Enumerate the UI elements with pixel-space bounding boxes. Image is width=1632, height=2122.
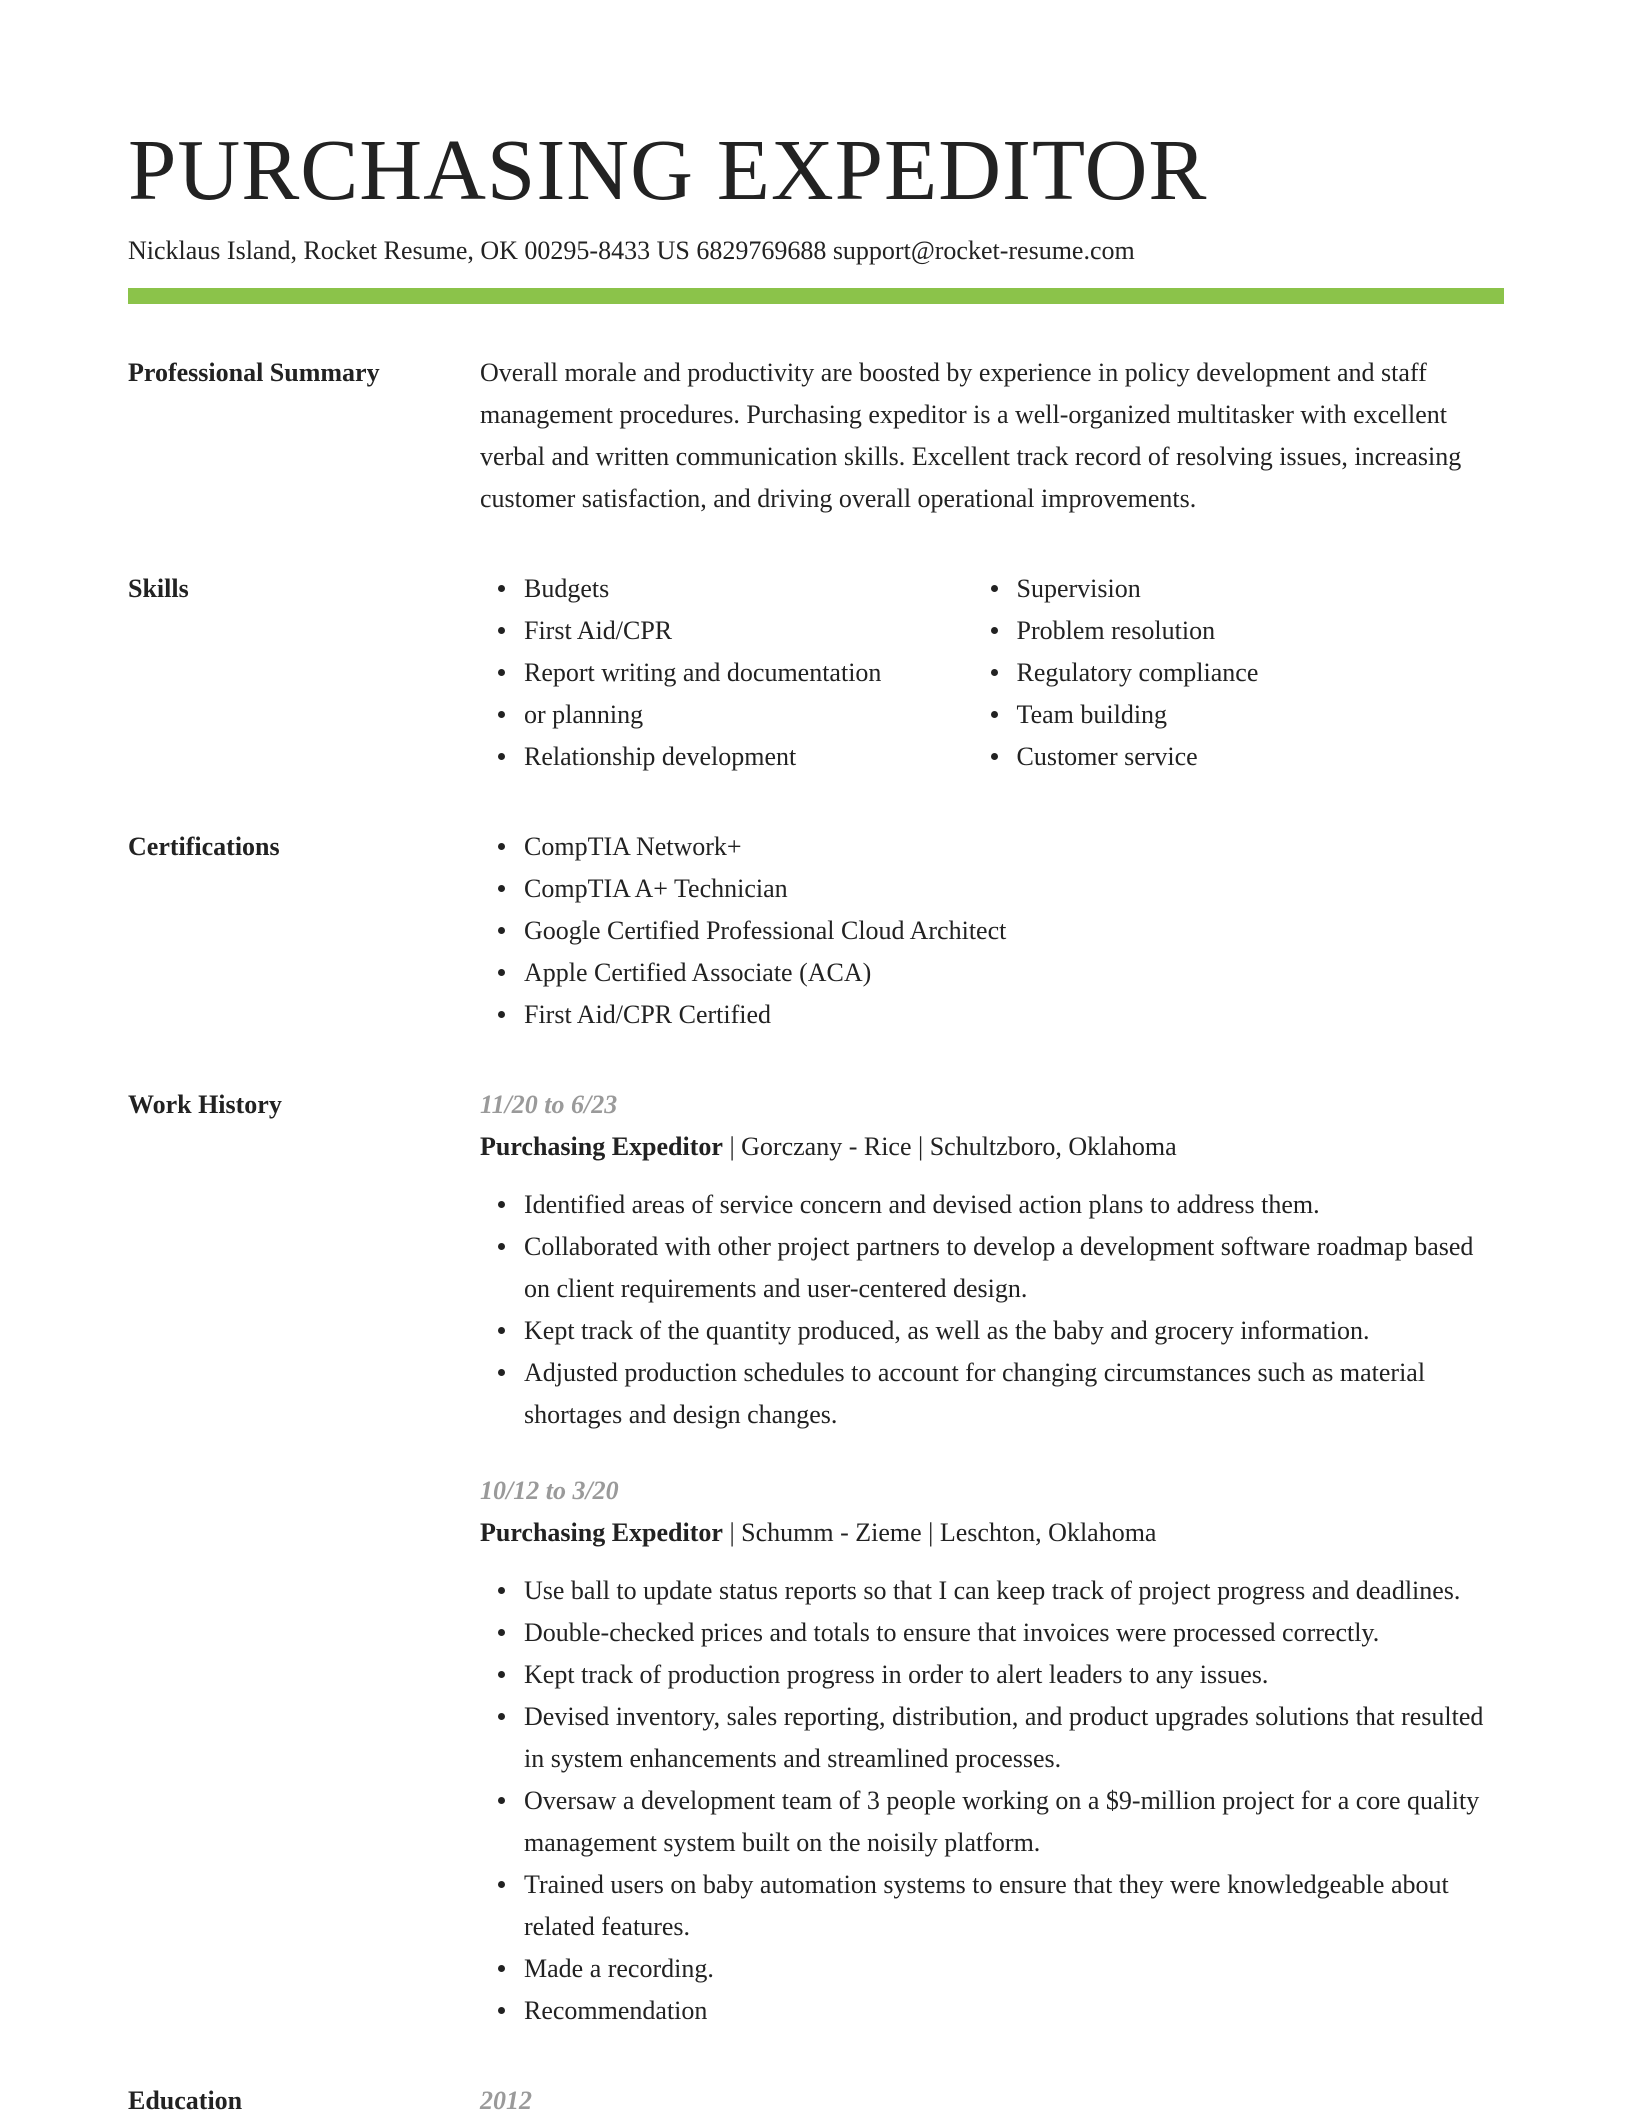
job-bullet: Identified areas of service concern and devised action plans to address them. [524, 1184, 1504, 1226]
job-bullet: Oversaw a development team of 3 people working on a $9-million project for a core quality management system built on the noisily platform. [524, 1780, 1504, 1864]
skills-list-right [973, 568, 1505, 778]
skill-item: Report writing and documentation [524, 652, 973, 694]
skill-item: or planning [524, 694, 973, 736]
job-bullet: Kept track of the quantity produced, as well as the baby and grocery information. [524, 1310, 1504, 1352]
skills-list-left [480, 568, 973, 778]
job-entry [480, 1084, 1504, 1436]
skills-label: Skills [128, 574, 189, 603]
job-details: | Gorczany - Rice | Schultzboro, Oklahoma [722, 1132, 1177, 1161]
job-bullet: Trained users on baby automation systems to ensure that they were knowledgeable about related features. [524, 1864, 1504, 1948]
candidate-name: PURCHASING EXPEDITOR [128, 121, 1208, 218]
job-bullet: Devised inventory, sales reporting, distribution, and product upgrades solutions that resulted in system enhancements and streamlined processes. [524, 1696, 1504, 1780]
certifications-section [128, 826, 1504, 1036]
job-heading [480, 1126, 1504, 1168]
skill-item: Team building [1017, 694, 1505, 736]
job-bullet: Double-checked prices and totals to ensure that invoices were processed correctly. [524, 1612, 1504, 1654]
job-dates: 10/12 to 3/20 [480, 1476, 619, 1505]
job-heading [480, 1512, 1504, 1554]
job-bullet: Collaborated with other project partners to develop a development software roadmap based on client requirements and user-centered design. [524, 1226, 1504, 1310]
skill-item: Relationship development [524, 736, 973, 778]
summary-text: Overall morale and productivity are boosted by experience in policy development and staff management procedures. Purchasing expeditor is a well-organized multitasker with excellent verbal and written communication skills. Excellent track record of resolving issues, increasing customer satisfaction, and driving overall operational improvements. [480, 358, 1462, 513]
job-bullet: Made a recording. [524, 1948, 1504, 1990]
skill-item: Supervision [1017, 568, 1505, 610]
education-section [128, 2080, 1504, 2122]
job-bullet: Adjusted production schedules to account for changing circumstances such as material shortages and design changes. [524, 1352, 1504, 1436]
certification-item: First Aid/CPR Certified [524, 994, 1504, 1036]
job-bullet: Recommendation [524, 1990, 1504, 2032]
summary-section [128, 352, 1504, 520]
job-entry [480, 1470, 1504, 2032]
certification-item: Google Certified Professional Cloud Architect [524, 910, 1504, 952]
job-title: Purchasing Expeditor [480, 1132, 723, 1161]
header-divider [128, 288, 1504, 304]
certification-item: Apple Certified Associate (ACA) [524, 952, 1504, 994]
skills-section [128, 568, 1504, 778]
job-bullets [480, 1570, 1504, 2032]
skill-item: Budgets [524, 568, 973, 610]
job-bullets [480, 1184, 1504, 1436]
certifications-list [480, 826, 1504, 1036]
certifications-label: Certifications [128, 832, 280, 861]
skill-item: Regulatory compliance [1017, 652, 1505, 694]
summary-label: Professional Summary [128, 358, 380, 387]
education-label: Education [128, 2086, 243, 2115]
job-bullet: Kept track of production progress in order to alert leaders to any issues. [524, 1654, 1504, 1696]
work-history-label: Work History [128, 1090, 282, 1119]
job-dates: 11/20 to 6/23 [480, 1090, 618, 1119]
skill-item: Problem resolution [1017, 610, 1505, 652]
job-title: Purchasing Expeditor [480, 1518, 723, 1547]
certification-item: CompTIA A+ Technician [524, 868, 1504, 910]
skill-item: First Aid/CPR [524, 610, 973, 652]
job-details: | Schumm - Zieme | Leschton, Oklahoma [722, 1518, 1157, 1547]
education-year: 2012 [480, 2086, 532, 2115]
contact-line: Nicklaus Island, Rocket Resume, OK 00295-8433 US 6829769688 support@rocket-resume.com [128, 236, 1135, 265]
skill-item: Customer service [1017, 736, 1505, 778]
resume-page [128, 120, 1504, 2122]
work-history-section [128, 1084, 1504, 2032]
job-bullet: Use ball to update status reports so that I can keep track of project progress and deadlines. [524, 1570, 1504, 1612]
certification-item: CompTIA Network+ [524, 826, 1504, 868]
